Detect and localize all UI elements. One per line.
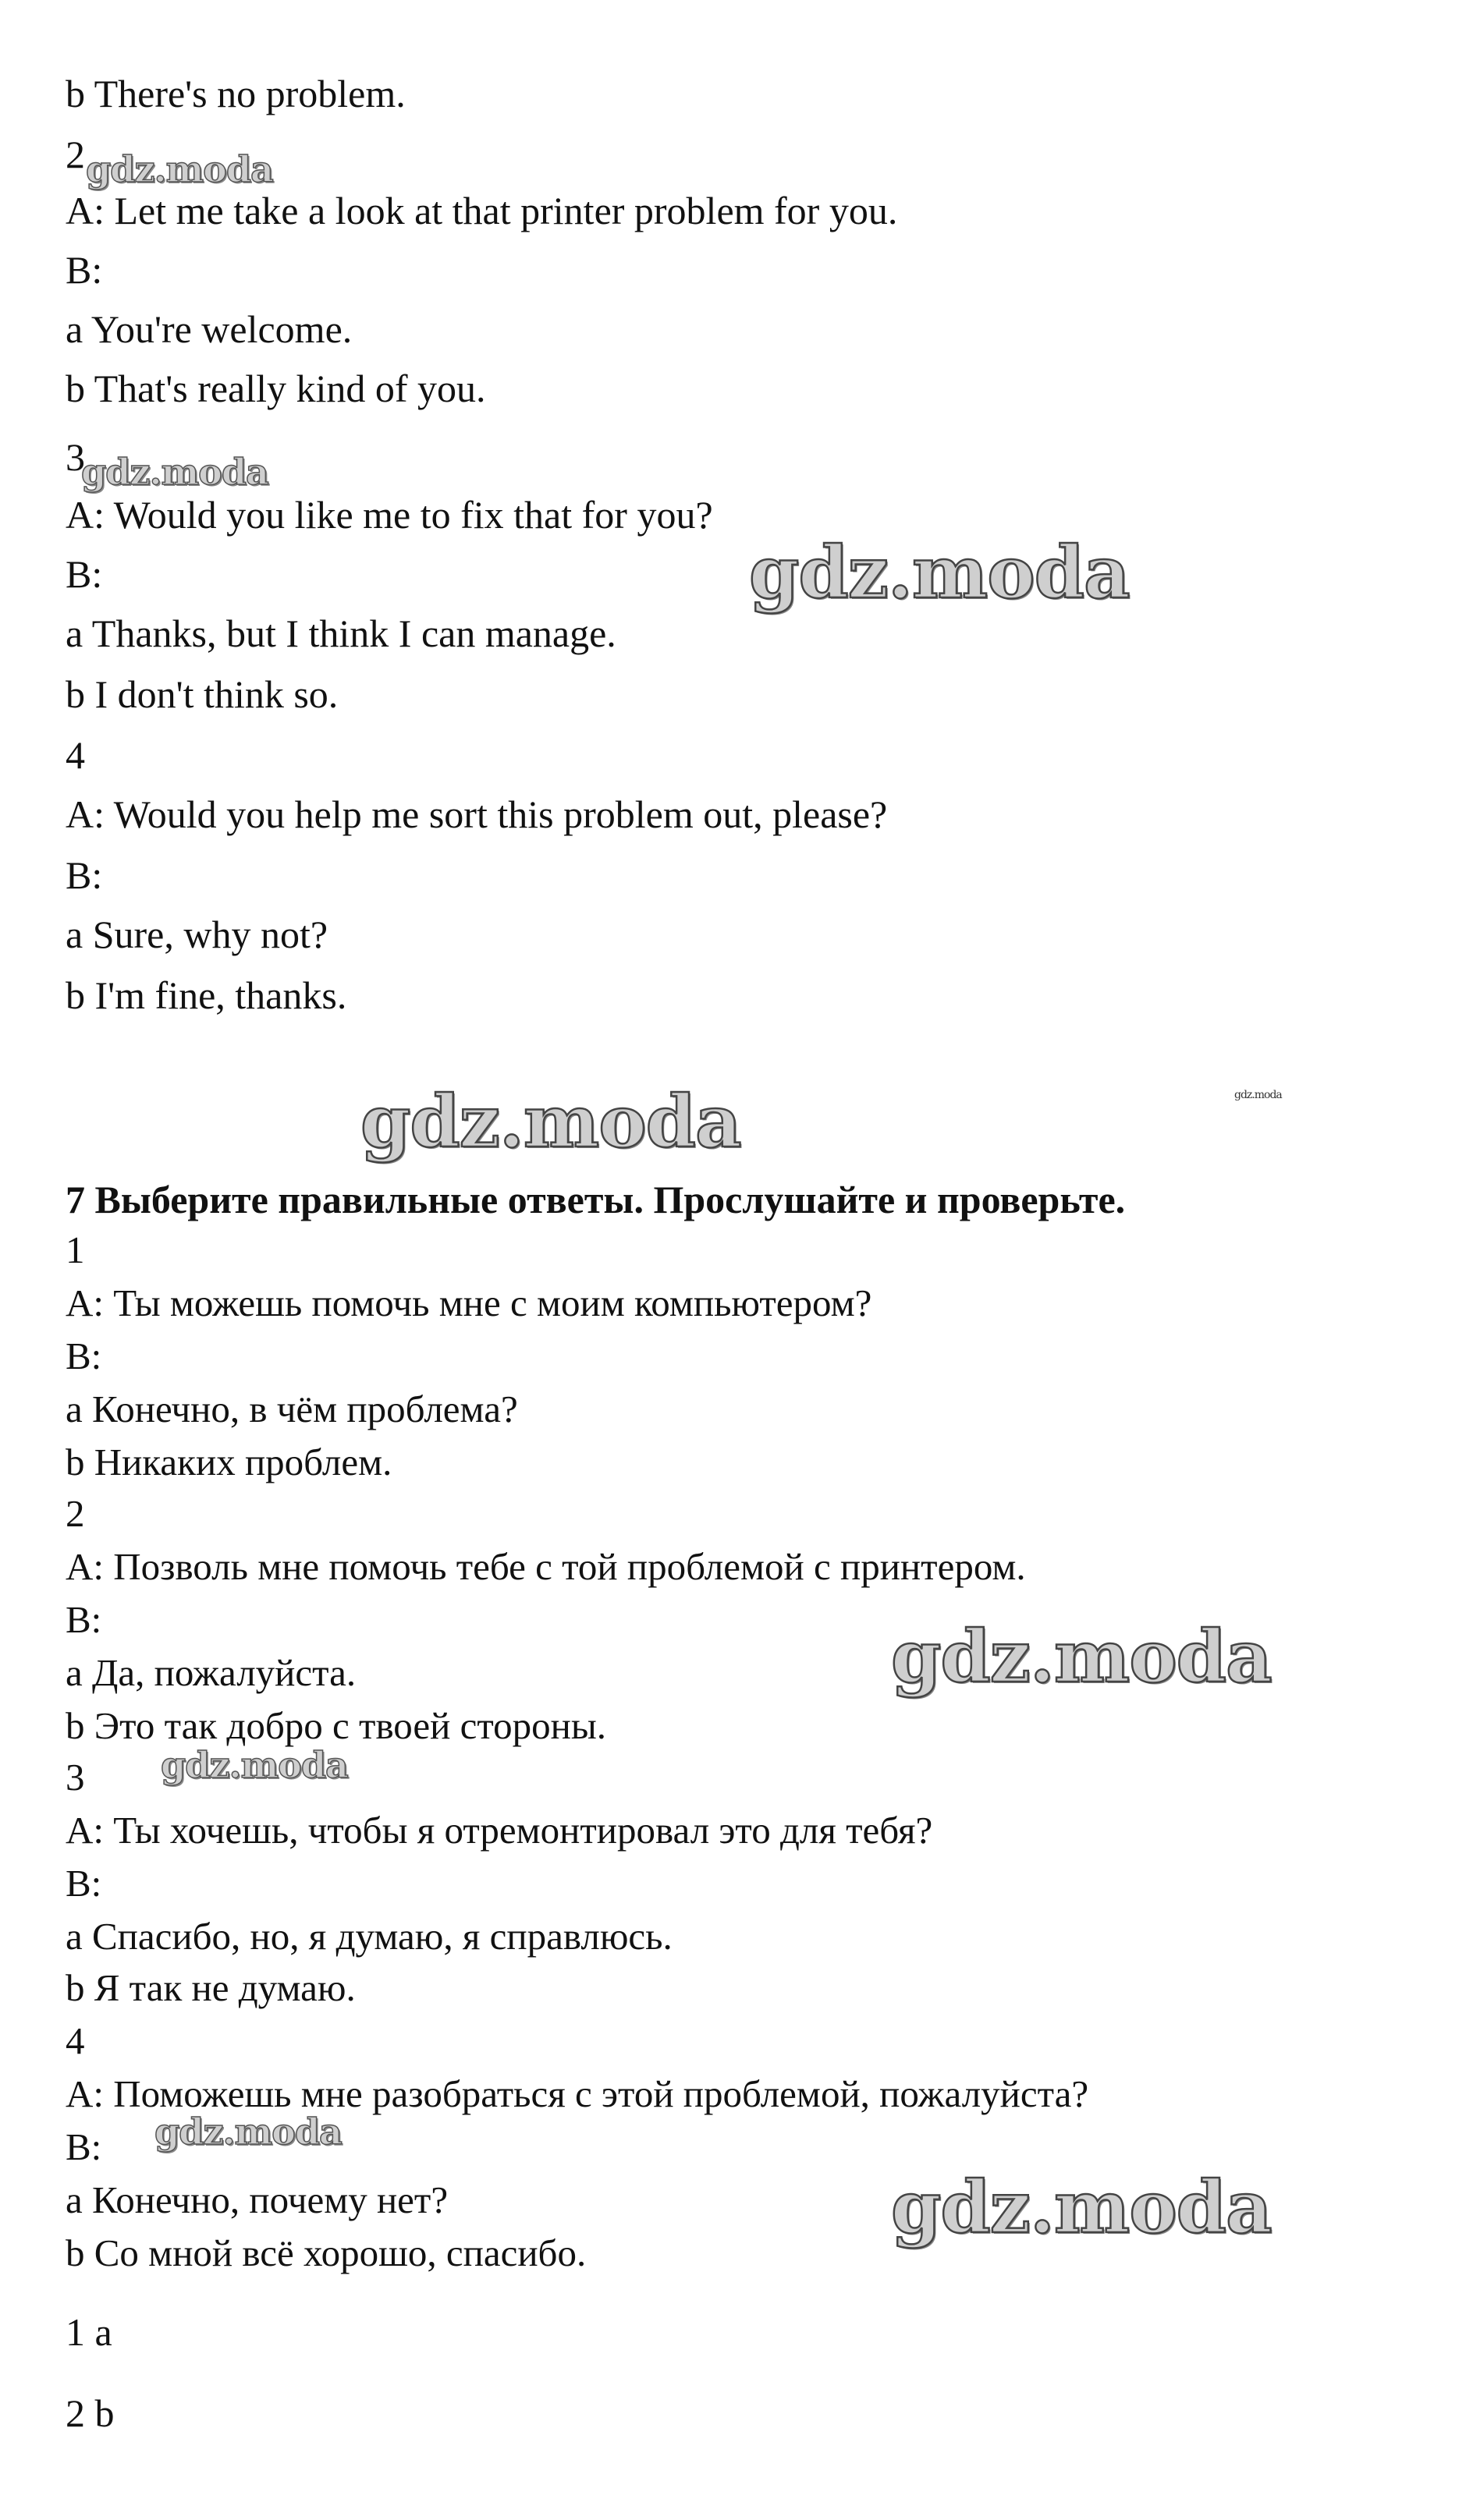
item-number: 2 bbox=[66, 1492, 85, 1535]
watermark-logo: gdz.moda bbox=[1234, 1089, 1282, 1101]
item-number: 3 bbox=[66, 1756, 85, 1799]
text-line: a Sure, why not? bbox=[66, 913, 328, 956]
text-line: A: Ты хочешь, чтобы я отремонтировал это для тебя? bbox=[66, 1809, 933, 1852]
text-line: A: Would you like me to fix that for you? bbox=[66, 493, 713, 537]
item-number: 2 bbox=[66, 133, 85, 176]
answer-line: 1 a bbox=[66, 2310, 112, 2354]
watermark-logo: gdz.moda bbox=[749, 530, 1130, 615]
item-number: 1 bbox=[66, 1228, 85, 1271]
text-line: B: bbox=[66, 2125, 102, 2168]
text-line: b I don't think so. bbox=[66, 672, 339, 716]
text-line: b There's no problem. bbox=[66, 72, 406, 115]
watermark-logo: gdz.moda bbox=[891, 2165, 1272, 2249]
text-line: b Со мной всё хорошо, спасибо. bbox=[66, 2231, 587, 2274]
item-number: 3 bbox=[66, 435, 85, 479]
item-number: 4 bbox=[66, 2019, 85, 2062]
text-line: A: Let me take a look at that printer problem for you. bbox=[66, 189, 898, 232]
text-line: b I'm fine, thanks. bbox=[66, 973, 347, 1017]
text-line: A: Would you help me sort this problem out, please? bbox=[66, 792, 888, 836]
text-line: B: bbox=[66, 248, 103, 292]
text-line: B: bbox=[66, 552, 103, 596]
text-line: A: Позволь мне помочь тебе с той проблемой с принтером. bbox=[66, 1545, 1026, 1588]
text-line: A: Поможешь мне разобраться с этой проблемой, пожалуйста? bbox=[66, 2072, 1089, 2115]
watermark-logo: gdz.moda bbox=[161, 1744, 348, 1786]
text-line: a Thanks, but I think I can manage. bbox=[66, 611, 616, 655]
watermark-logo: gdz.moda bbox=[891, 1614, 1272, 1699]
text-line: a Конечно, почему нет? bbox=[66, 2178, 449, 2221]
text-line: a Спасибо, но, я думаю, я справлюсь. bbox=[66, 1915, 673, 1958]
text-line: a You're welcome. bbox=[66, 307, 353, 351]
text-line: B: bbox=[66, 1862, 102, 1905]
text-line: b Это так добро с твоей стороны. bbox=[66, 1704, 606, 1747]
text-line: b Я так не думаю. bbox=[66, 1966, 356, 2009]
text-line: a Да, пожалуйста. bbox=[66, 1651, 357, 1694]
text-line: b That's really kind of you. bbox=[66, 367, 486, 410]
watermark-logo: gdz.moda bbox=[154, 2111, 342, 2153]
text-line: B: bbox=[66, 853, 103, 897]
text-line: A: Ты можешь помочь мне с моим компьютером? bbox=[66, 1281, 872, 1324]
watermark-logo: gdz.moda bbox=[360, 1079, 741, 1164]
text-line: b Никаких проблем. bbox=[66, 1441, 392, 1483]
watermark-logo: gdz.moda bbox=[86, 148, 273, 190]
exercise-heading: 7 Выберите правильные ответы. Прослушайте и проверьте. bbox=[66, 1178, 1126, 1221]
watermark-logo: gdz.moda bbox=[81, 451, 268, 493]
answer-line: 2 b bbox=[66, 2391, 115, 2435]
text-line: a Конечно, в чём проблема? bbox=[66, 1388, 518, 1430]
text-line: B: bbox=[66, 1334, 102, 1377]
item-number: 4 bbox=[66, 733, 85, 777]
text-line: B: bbox=[66, 1598, 102, 1641]
